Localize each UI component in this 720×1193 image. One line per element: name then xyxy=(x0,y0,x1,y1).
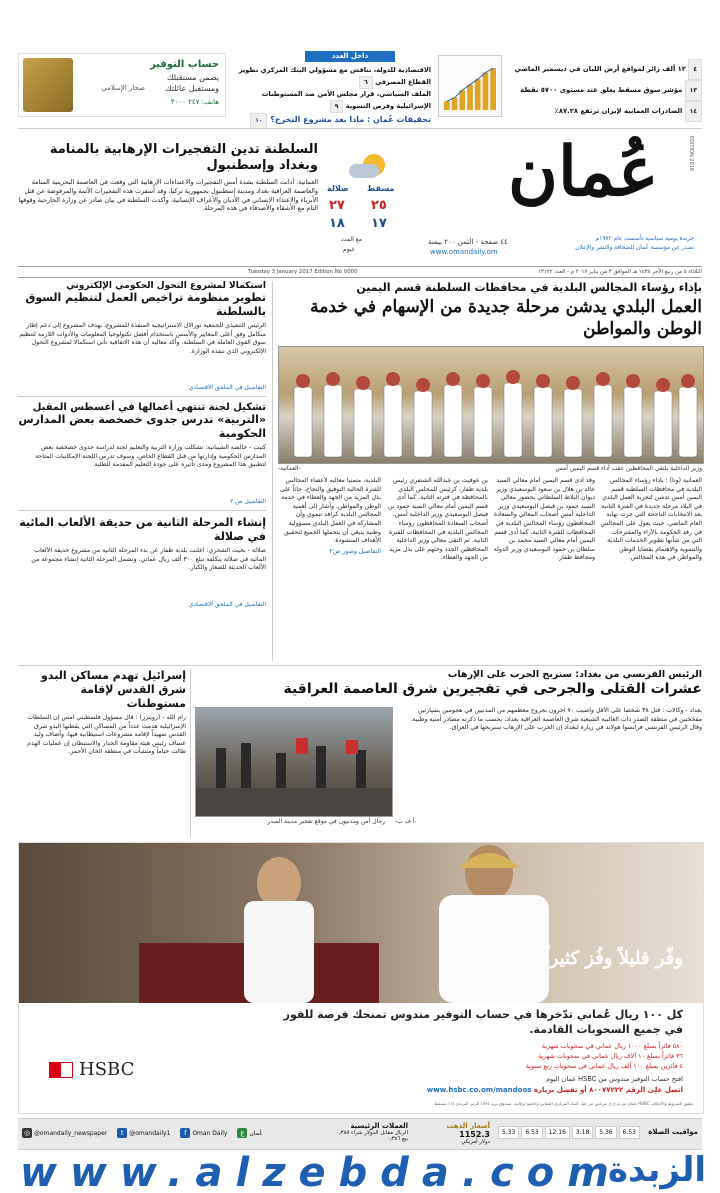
oman-app-link[interactable]: ع عُمان xyxy=(237,1128,262,1138)
weather-label: مع المدد xyxy=(341,236,363,243)
index-item[interactable]: تحقيقات عُمان : ماذا بعد مشروع التخرج؟ ١٠ xyxy=(233,113,431,129)
main-columns xyxy=(278,477,702,655)
main-col-4-text: البلدية، متمنياً معاليه لأعضاء المجالس للفترة الحالية التوفيق والنجاح، حاثاً على بذل المزيد من الجهد والعطاء في خدمة الوطن والمواطن. وأشار إلى أهمية المجالس البلدية كرافد تنموي وأن المشاركة في العمل البلدي مسؤولية وطنية ينبغي أن يتحملها الجميع لتحقيق الأهداف المنشودة. xyxy=(279,477,381,545)
chart-bar xyxy=(459,90,465,110)
date-ar: الثلاثاء ٥ من ربيع الآخر ١٤٣٨ هـ الموافق ٣ من يناير ٢٠١٧ م - العدد ١٣١٢٢ xyxy=(538,269,702,275)
side3-body: صلالة - بخيت الشحري: أعلنت بلدية ظفار عن بدء المرحلة الثانية من مشروع حديقة الألعاب المائية في صلالة بتكلفة تبلغ ٣٠٠ ألف ريال عماني، وتشمل المرحلة الثانية إنشاء مجموعة من الألعاب الحديثة للصغار والكبار. xyxy=(31,547,266,572)
index-item[interactable]: الملف السياسي، قرار مجلس الأمن ضد المستوطنات الإسرائيلية وفرص التسوية ٩ xyxy=(233,89,431,113)
ad-phone: هاتف: ٢٤٧ ٣٠٠٠ xyxy=(170,98,219,106)
instagram-link[interactable]: ◎ @omandaily_newspaper xyxy=(23,1129,108,1137)
currency-box xyxy=(303,1122,408,1142)
prize-item: ٣٦ فائزاً بمبلغ ١٠ آلاف ريال عماني في سحوبات شهرية xyxy=(537,1052,683,1060)
chart-bar xyxy=(483,73,489,110)
side1-more[interactable]: التفاصيل في الملحق الاقتصادي xyxy=(188,384,266,391)
baghdad-credit: -أ ف ب- xyxy=(395,818,417,825)
index-title: داخل العدد xyxy=(305,51,395,62)
chart-bar xyxy=(452,98,458,110)
main-col-2: وقد أدى قسم اليمين أمام معالي السيد خالد بن هلال بن سعود البوسعيدي وزير ديوان البلاط السلطاني بحضور معالي السيد حمود بن فيصل البوسعيدي وزير الداخلية أمس أصحاب المعالي والسعادة المحافظون رؤساء المجالس البلدية في المحافظات للفترة الثانية، كما أدى قسم اليمين أمام معالي السيد محمد بن سلطان بن حمود البوسعيدي وزير الدولة ومحافظ ظفار. xyxy=(493,477,595,562)
masthead xyxy=(18,134,702,264)
gold-value: 1152.3 xyxy=(459,1130,490,1139)
price-line: ٤٤ صفحة - الثمن ٢٠٠ بيسة xyxy=(428,238,508,246)
ad-open-account: افتح حساب التوفير مندوس من HSBC عمان اليوم xyxy=(546,1075,683,1083)
crowd-photo-illustration xyxy=(196,708,392,816)
main-caption-text: وزير الداخلية يلتقي المحافظين عقب أداء قسم اليمين أمس xyxy=(555,465,702,472)
main-col-4 xyxy=(278,477,381,655)
chart-bar xyxy=(467,84,473,110)
weather-city-salalah: صلالة xyxy=(327,184,349,193)
ad-call-label: اتصل على الرقم xyxy=(625,1086,683,1094)
family-photo-illustration xyxy=(19,843,703,1003)
temp-muscat-hi: ٢٥ xyxy=(371,198,387,213)
hsbc-logo xyxy=(49,1059,134,1080)
date-en: Tuesday 3 January 2017 Edition No 0000 xyxy=(248,269,358,275)
side2-body: كتبت - خالصة الشيبانية: تشكلت وزارة التربية والتعليم لجنة لدراسة جدوى خصخصة بعض المدارس الحكومية وإدارتها من قبل القطاع الخاص، وسوف تدرس اللجنة الإمكانيات المتاحة لتطبيق هذا المشروع ومدى تأثيره على جودة التعليم المقدمة للطلبة. xyxy=(35,444,266,469)
weather-box xyxy=(323,154,405,262)
side-column xyxy=(18,281,266,661)
main-story xyxy=(278,281,702,661)
baghdad-body: بغداد - وكالات : قتل ٣٨ شخصاً على الأقل وأصيب ٧٠ آخرون بجروح معظمهم من المدنيين في هجومين بسيارتين مفخختين في منطقة الصدر ذات الغالبية الشيعية شرق العاصمة العراقية بغداد، بحسب ما ذكرته مصادر أمنية وطبية. وقال الرئيس الفرنسي فرانسوا هولاند في زيارة لبغداد إن الحرب على الإرهاب سنربحها في العراق. xyxy=(410,707,702,732)
side3-more[interactable]: التفاصيل في الملحق الاقتصادي xyxy=(188,601,266,608)
side1-title[interactable]: تطوير منظومة تراخيص العمل لتنظيم السوق بالسلطنة xyxy=(25,291,266,318)
prayer-title: مواقيت الصلاة xyxy=(648,1128,698,1136)
ad-visit: أو تفضل بزيارة xyxy=(533,1086,587,1094)
divider xyxy=(18,396,266,397)
weather-city-muscat: مسقط xyxy=(367,184,395,193)
prayer-times xyxy=(498,1126,640,1139)
watermark-bar xyxy=(0,1152,720,1193)
index-item[interactable]: ٤ ١٢ ألف زائر لمواقع أرض اللبان في ديسمبر الماضي xyxy=(507,59,702,80)
index-list-right xyxy=(507,59,702,122)
index-item[interactable]: ١٤ الصادرات العمانية لإيران ترتفع ٨٧.٢٨٪ xyxy=(507,101,702,122)
watermark-site: www.alzebda.com xyxy=(20,1150,622,1193)
top-ad[interactable] xyxy=(18,53,226,117)
weather-label2: غيوم xyxy=(343,246,355,253)
prayer-time: 12.16 xyxy=(545,1126,570,1139)
ad-line1: يضمن مستقبلك xyxy=(166,73,219,82)
gold-unit: دولار أمريكي xyxy=(461,1139,490,1145)
gold-box xyxy=(418,1122,490,1145)
prayer-time: 5.36 xyxy=(595,1126,616,1139)
divider xyxy=(272,281,273,661)
israel-title[interactable]: إسرائيل تهدم مساكن البدو شرق القدس لإقامة مستوطنات xyxy=(41,669,186,710)
twitter-link[interactable]: t @omandaily1 xyxy=(117,1128,170,1138)
main-caption xyxy=(555,465,702,472)
currency-row: بيع ٠٫٣٨٦ xyxy=(386,1136,408,1142)
israel-body: رام الله - (رويترز) : قال مسؤول فلسطيني أمس إن السلطات الإسرائيلية هدمت عدداً من المساكن التي يقطنها البدو شرق القدس تمهيداً لإقامة مشروعات استيطانية فيها. وأضاف وليد عساف رئيس هيئة مقاومة الجدار والاستيطان إن عمليات الهدم طالت خياماً ومنشآت في منطقة الخان الأحمر. xyxy=(27,714,186,756)
group-photo-illustration xyxy=(279,347,703,463)
side1-body: الرئيس التنفيذي للجمعية نورالال الاستراتيجية المنفذة للمشروع، بهدف المشروع إلى دعم إطار متكامل وفق أعلى المعايير والأسس باستخدام أفضل تكنولوجيا المعلومات والأدوات اللازمة لتنظيم سوق القوى العاملة في السلطنة. وأكد معاليه أن هذه الاتفاقية تأتي استكمالا لمشروع التحول الإلكتروني الذي تنفذه الوزارة. xyxy=(19,322,266,355)
prayer-time: 5.33 xyxy=(498,1126,519,1139)
main-more[interactable]: التفاصيل وصور ص٢ xyxy=(329,547,381,555)
divider xyxy=(18,665,702,666)
index-chart xyxy=(438,55,502,117)
ad-bank: صحار الإسلامي xyxy=(101,84,145,92)
top-headline xyxy=(18,142,318,252)
ad-phone-number[interactable]: ٨٠٠٧٧٢٢٢ xyxy=(589,1086,624,1094)
logo-text[interactable]: عُمان xyxy=(508,132,659,212)
bar-chart xyxy=(439,64,501,116)
side2-title[interactable]: «التربية» تدرس جدوى خصخصة بعض المدارس الحكومية xyxy=(18,413,266,440)
oman-app-icon: ع xyxy=(237,1128,247,1138)
temp-salalah-hi: ٢٧ xyxy=(329,198,345,213)
date-line xyxy=(18,266,702,278)
baghdad-title[interactable]: عشرات القتلى والجرحى في تفجيرين شرق العاصمة العراقية xyxy=(283,681,702,697)
chart-bar xyxy=(475,79,481,110)
side2-more[interactable]: التفاصيل ص ٢ xyxy=(230,498,266,505)
temp-salalah-lo: ١٨ xyxy=(329,216,345,231)
main-title[interactable]: العمل البلدي يدشن مرحلة جديدة من الإسهام في خدمة الوطن والمواطن xyxy=(310,297,702,339)
currency-title: العملات الرئيسية xyxy=(350,1122,408,1130)
divider xyxy=(18,510,266,511)
prayer-time: 6.53 xyxy=(521,1126,542,1139)
facebook-icon: f xyxy=(180,1128,190,1138)
hsbc-ad[interactable] xyxy=(18,842,704,1114)
tagline1: جريدة يومية سياسية تأسست عام ١٩٧٢م xyxy=(595,236,694,242)
side1-kicker: استكمالا لمشروع التحول الحكومي الإلكتروني xyxy=(66,281,266,291)
prayer-time: 6.53 xyxy=(619,1126,640,1139)
divider xyxy=(190,669,191,837)
baghdad-kicker: الرئيس الفرنسي من بغداد: سنربح الحرب على الإرهاب xyxy=(447,669,702,680)
masthead-logo xyxy=(498,132,698,231)
ad-gift-icon xyxy=(23,58,73,112)
ad-fineprint: تطبق الشروط والأحكام. HSBC عمان ش.م.ع.ع. مرخص من قبل البنك المركزي العماني وخاضع لرقابته. صندوق بريد ١٨٩٤ الرمز البريدي ١١٤ مسقط. xyxy=(433,1101,693,1106)
prayer-time: 3.18 xyxy=(572,1126,593,1139)
edition-badge: EDITION 2016 xyxy=(688,136,694,172)
ad-photo xyxy=(19,843,703,1003)
tagline2: تصدر عن مؤسسة عُمان للصحافة والنشر والإعلان xyxy=(575,245,694,251)
watermark-logo: الزبدة xyxy=(607,1150,706,1190)
main-kicker: بإذاء رؤساء المجالس البلدية في محافظات السلطنة قسم اليمين xyxy=(356,281,702,294)
currency-row: الريال مقابل الدولار شراء ٠٫٣٨٥ xyxy=(335,1130,408,1136)
divider xyxy=(18,128,702,129)
baghdad-photo xyxy=(195,707,393,817)
main-col-3: بن عوفيت بن عبدالله الشنفري رئيس بلدية ظفار، كرئيس للمجلس البلدي بالمحافظة في فترته الثانية. كما أدى قسم اليمين أمام معالي السيد حمود بن فيصل البوسعيدي وزير الداخلية أمس، أصحاب السعادة المحافظون رؤساء المجالس البلدية في المحافظات للفترة الثانية. ثم التقى معالي وزير الداخلية المحافظين الجدد وحثهم على بذل مزيد من الجهد والعطاء. xyxy=(387,477,488,562)
baghdad-caption: رجال أمن ومدنيون في موقع تفجير مدينة الصدر xyxy=(267,818,385,825)
index-panel xyxy=(233,51,702,124)
prize-item: ٥٨٠ فائزاً بمبلغ ١٠٠٠ ريال عماني في سحوبات شهرية xyxy=(541,1042,683,1050)
ad-prizes xyxy=(383,1041,683,1071)
ad-url[interactable]: www.hsbc.co.om/mandoos xyxy=(426,1086,532,1094)
main-photo xyxy=(278,346,704,464)
prize-item: ٤ فائزين بمبلغ ١٠٠ ألف ريال عماني في سحوبات ربع سنوية xyxy=(525,1062,683,1070)
index-item[interactable]: الاقتصادية للدولة، تناقش مع مسؤولي البنك المركزي تطوير القطاع المصرفي ٦ xyxy=(233,65,431,89)
ad-headline: كل ١٠٠ ريال عُماني تدّخرها في حساب التوفير مندوس تمنحك فرصة للفوز xyxy=(283,1008,683,1021)
side3-title[interactable]: إنشاء المرحلة الثانية من حديقة الألعاب المائية في صلالة xyxy=(19,516,266,543)
side2-kicker: تشكيل لجنة تنتهي أعمالها في أغسطس المقبل xyxy=(32,402,266,413)
instagram-icon: ◎ xyxy=(23,1129,31,1137)
temp-muscat-lo: ١٧ xyxy=(371,216,387,231)
top-headline-body: العمانية: أدانت السلطنة بشدة أمس التفجيرات والاعتداءات الإرهابية التي وقعت في العاصمة البحرينية المنامة والعاصمة العراقية بغداد ومدينة إسطنبول بجمهورية تركيا، وقد أسفرت هذه التفجيرات الآثمة والمرفوضة عن قتل الأبرياء والاعتداء الإنساني في الأديان والأعراف الإنسانية. وأكدت السلطنة في بيان صادر عن وزارة الخارجية وقوفها التام مع الأشقاء والأصدقاء في هذه المرحلة. xyxy=(18,178,318,213)
social-links xyxy=(22,1128,263,1138)
cloud-icon xyxy=(349,164,379,178)
ad-slogan: وفّر قليلاً وفُز كثيراً xyxy=(544,948,683,969)
twitter-icon: t xyxy=(117,1128,127,1138)
chart-bar xyxy=(490,68,496,110)
baghdad-story xyxy=(195,669,702,839)
footer-bar xyxy=(18,1118,702,1150)
ad-subheadline: في جميع السحوبات القادمة. xyxy=(529,1023,683,1036)
top-index-bar xyxy=(18,47,702,123)
ad-line2: ومستقبل عائلتك xyxy=(164,84,219,93)
index-list-left xyxy=(233,65,431,129)
chart-bar xyxy=(444,101,450,110)
main-credit: -العمانية- xyxy=(278,465,301,472)
website-link[interactable]: www.omandaily.om xyxy=(430,248,498,256)
ad-title: حساب التوفير xyxy=(149,59,219,70)
israel-story xyxy=(18,669,186,839)
hsbc-brand: HSBC xyxy=(79,1059,135,1080)
hsbc-hexagon-icon xyxy=(49,1062,73,1078)
ad-call xyxy=(427,1086,683,1094)
index-item[interactable]: ١٣ مؤشر سوق مسقط يغلق عند مستوى ٥٧٠٠ نقطة xyxy=(507,80,702,101)
facebook-link[interactable]: f Oman Daily xyxy=(180,1128,227,1138)
top-headline-title[interactable]: السلطنة تدين التفجيرات الإرهابية بالمنامة وبغداد وإسطنبول xyxy=(49,142,318,173)
gold-title: أسعار الذهب xyxy=(446,1122,490,1130)
prayer-box xyxy=(498,1123,698,1145)
main-col-1: العمانية (ونا) : بأداء رؤساء المجالس البلدية في محافظات السلطنة قسم اليمين أمس تدشن لتجربة العمل البلدي في البلاد مرحلة جديدة في الفترة الثانية بعد الانتخابات الناجحة التي جرت نهاية العام الماضي. حيث يعول على المجالس في رفد الحكومة بالآراء والمقترحات التي من شأنها تطوير الخدمات البلدية والتنموية والاهتمام بقضايا الوطن والمواطن في هذه المجالس. xyxy=(600,477,702,562)
